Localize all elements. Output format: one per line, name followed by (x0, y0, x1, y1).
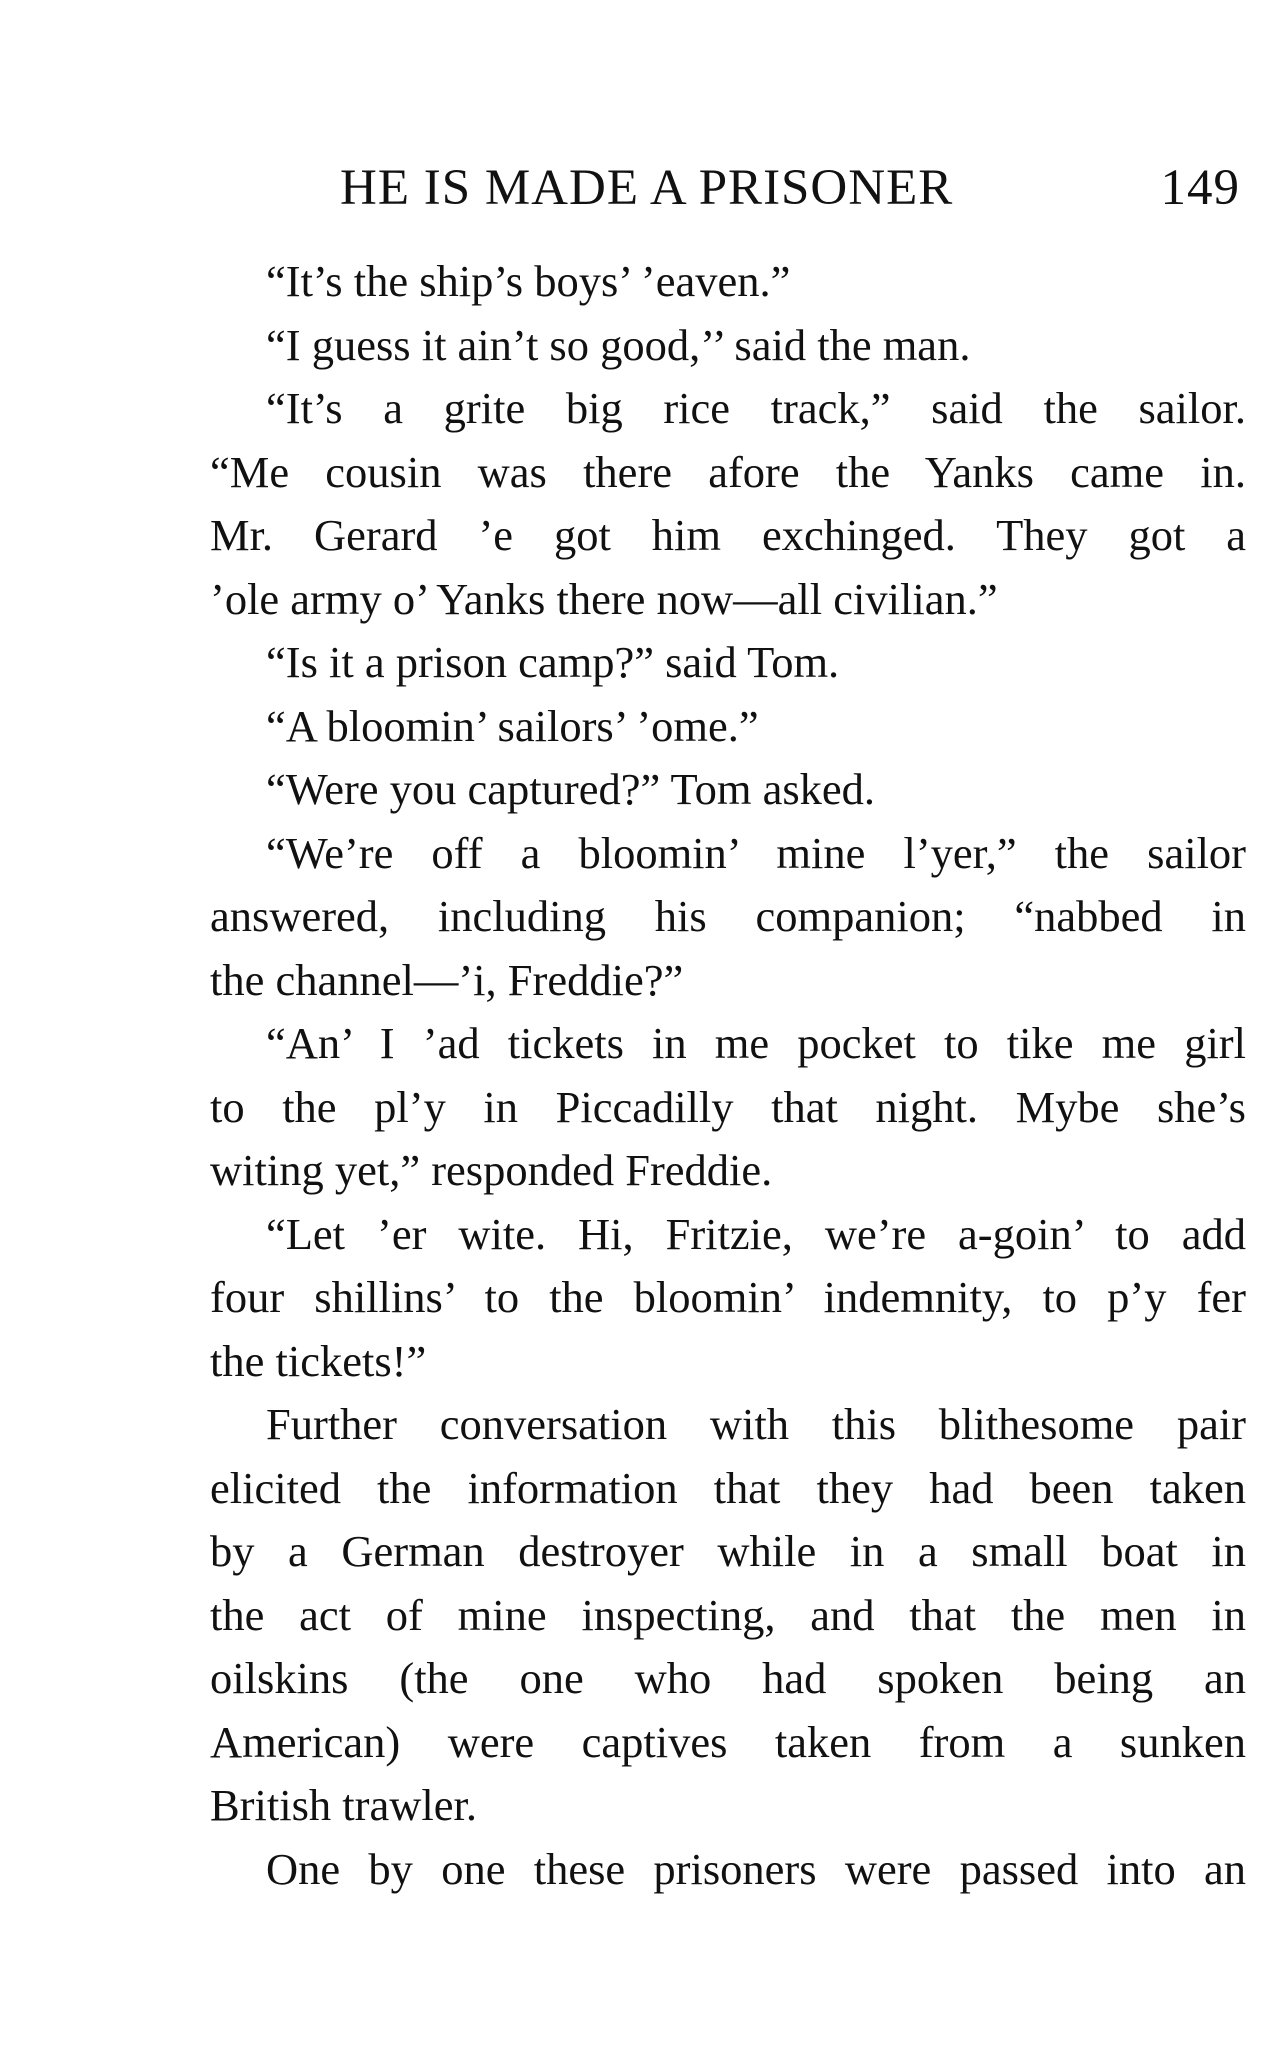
text-line: four shillins’ to the bloomin’ indemnity, to p’y fer (210, 1272, 1246, 1322)
text-line: the tickets!” (210, 1335, 427, 1386)
text-line: “An’ I ’ad tickets in me pocket to tike me girl (266, 1018, 1246, 1068)
running-header (340, 158, 1240, 218)
text-line: to the pl’y in Piccadilly that night. Mybe she’s (210, 1081, 1246, 1132)
body-text (210, 250, 1246, 1901)
text-line: “It’s a grite big rice track,” said the sailor. (266, 383, 1246, 433)
text-line: oilskins (the one who had spoken being an (210, 1653, 1246, 1703)
text-line: ’ole army o’ Yanks there now—all civilian.” (210, 573, 998, 624)
text-line: British trawler. (210, 1780, 477, 1830)
page-number: 149 (1160, 160, 1240, 216)
text-line: “It’s the ship’s boys’ ’eaven.” (266, 256, 791, 306)
text-line: witing yet,” responded Freddie. (210, 1145, 773, 1195)
text-line: One by one these prisoners were passed into an (266, 1843, 1246, 1894)
text-line: “We’re off a bloomin’ mine l’yer,” the sailor (266, 827, 1246, 878)
text-line: American) were captives taken from a sunken (210, 1716, 1246, 1767)
text-line: “Is it a prison camp?” said Tom. (266, 637, 840, 687)
text-line: the act of mine inspecting, and that the men in (210, 1589, 1246, 1640)
text-line: answered, including his companion; “nabbed in (210, 891, 1246, 941)
text-line: “Were you captured?” Tom asked. (266, 764, 876, 814)
text-line: Mr. Gerard ’e got him exchinged. They got a (210, 510, 1246, 560)
text-line: “Me cousin was there afore the Yanks came in. (210, 446, 1246, 497)
chapter-title: HE IS MADE A PRISONER (340, 160, 954, 216)
text-line: elicited the information that they had been taken (210, 1462, 1246, 1513)
text-line: “A bloomin’ sailors’ ’ome.” (266, 700, 759, 751)
text-line: the channel—’i, Freddie?” (210, 954, 684, 1005)
text-line: Further conversation with this blithesome pair (266, 1399, 1246, 1449)
text-line: “Let ’er wite. Hi, Fritzie, we’re a-goin’ to add (266, 1208, 1246, 1259)
text-line: by a German destroyer while in a small boat in (210, 1526, 1246, 1576)
text-line: “I guess it ain’t so good,’’ said the man. (266, 319, 971, 370)
